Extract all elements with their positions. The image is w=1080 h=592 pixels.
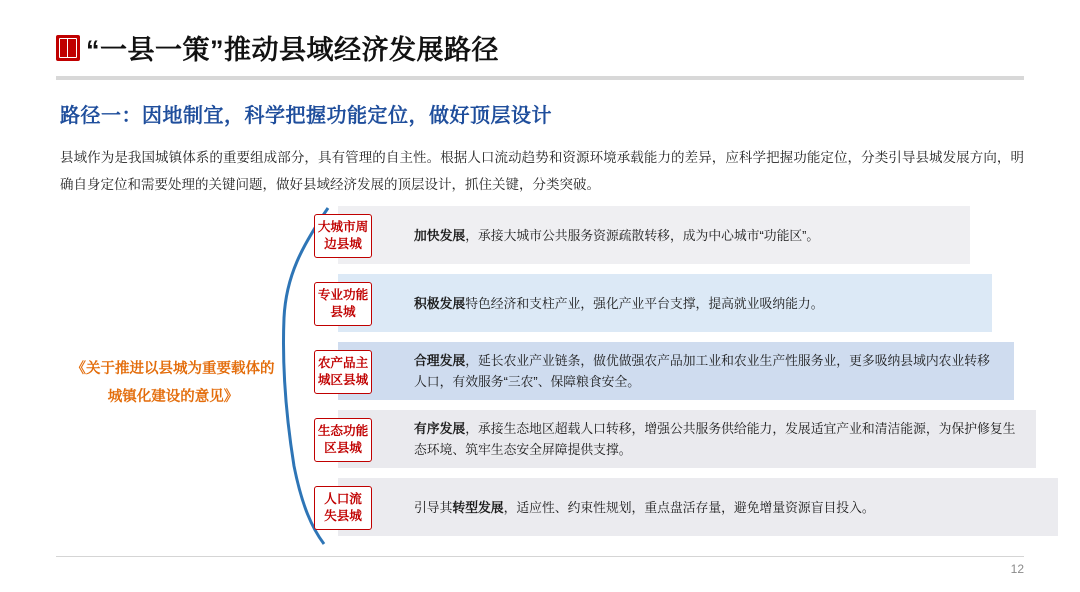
diagram-row-tag: 大城市周 边县城: [314, 214, 372, 258]
diagram-row: [284, 206, 1028, 264]
diagram-row: [284, 410, 1028, 468]
diagram-row-bar: [338, 274, 992, 332]
diagram-row-bar: [338, 206, 970, 264]
diagram-row-bar: [338, 478, 1058, 536]
diagram-row: [284, 342, 1028, 400]
section-heading: 路径一：因地制宜，科学把握功能定位，做好顶层设计: [60, 105, 552, 127]
diagram-row-tag: 人口流 失县城: [314, 486, 372, 530]
diagram-row-tag: 生态功能 区县城: [314, 418, 372, 462]
title-divider: [56, 76, 1024, 80]
diagram-row: [284, 274, 1028, 332]
body-paragraph: 县域作为是我国城镇体系的重要组成部分，具有管理的自主性。根据人口流动趋势和资源环境承载能力的差异，应科学把握功能定位，分类引导县城发展方向，明确自身定位和需要处理的关键问题，做好县域经济发展的顶层设计，抓住关键，分类突破。: [60, 150, 1024, 192]
page-title: “一县一策”推动县域经济发展路径: [86, 35, 499, 65]
diagram-row-text: 加快发展，承接大城市公共服务资源疏散转移，成为中心城市“功能区”。: [414, 227, 820, 243]
slide-title-row: [56, 28, 499, 67]
diagram-row-tag: 专业功能 县城: [314, 282, 372, 326]
diagram-row-bar: [338, 342, 1014, 400]
policy-document-callout: 《关于推进以县城为重要载体的城镇化建设的意见》: [71, 361, 275, 405]
diagram-row-text: 有序发展，承接生态地区超载人口转移，增强公共服务供给能力，发展适宜产业和清洁能源，为保护修复生态环境、筑牢生态安全屏障提供支撑。: [414, 421, 1016, 457]
diagram-row-bar: [338, 410, 1036, 468]
seal-stamp-icon: [56, 33, 82, 63]
diagram-row: [284, 478, 1028, 536]
diagram-row-text: 积极发展特色经济和支柱产业，强化产业平台支撑，提高就业吸纳能力。: [414, 295, 824, 311]
diagram-row-text: 合理发展，延长农业产业链条，做优做强农产品加工业和农业生产性服务业，更多吸纳县域内农业转移人口，有效服务“三农”、保障粮食安全。: [414, 353, 990, 389]
page-number: 12: [1010, 562, 1024, 576]
diagram-rows: [284, 206, 1028, 546]
diagram-row-text: 引导其转型发展，适应性、约束性规划，重点盘活存量，避免增量资源盲目投入。: [414, 499, 875, 515]
footer-divider: [56, 556, 1024, 557]
diagram-row-tag: 农产品主 城区县城: [314, 350, 372, 394]
classification-diagram: [272, 206, 1028, 546]
